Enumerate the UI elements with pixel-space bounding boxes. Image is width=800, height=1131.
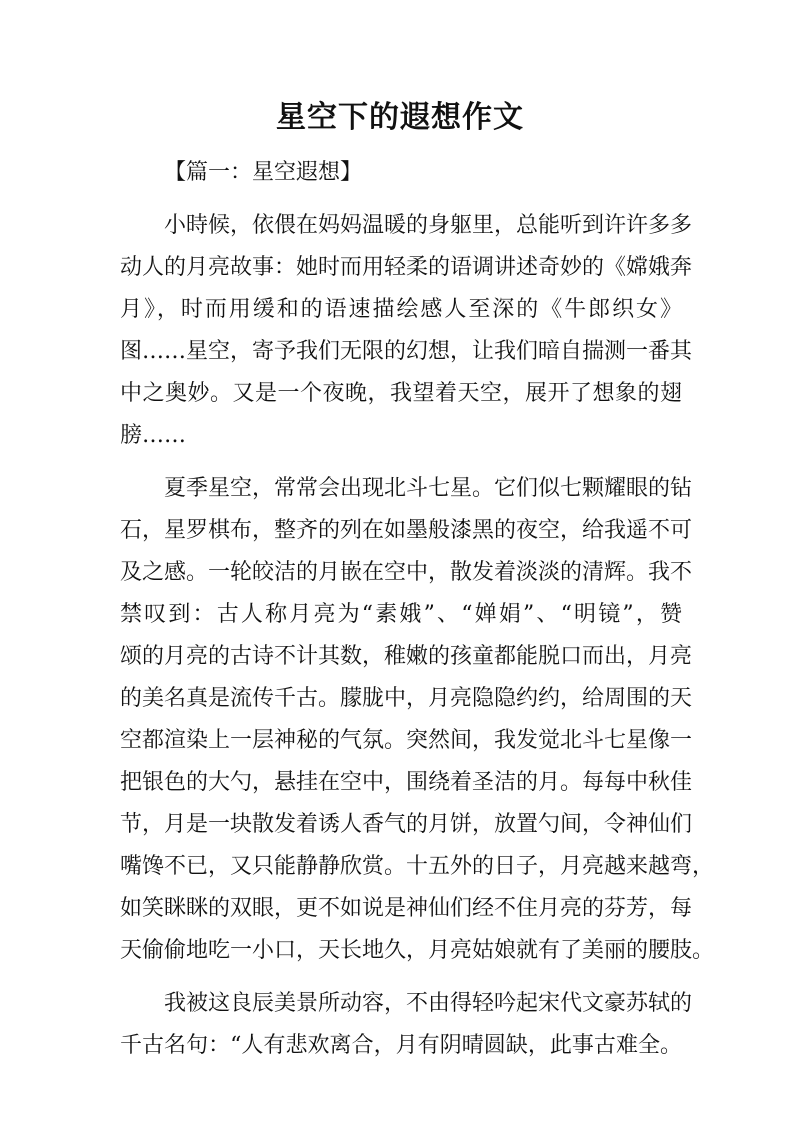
paragraph-3 <box>120 983 693 1067</box>
text-line: 的美名真是流传千古。朦胧中，月亮隐隐约约，给周围的天 <box>120 686 693 711</box>
section-heading: 【篇一：星空遐想】 <box>164 160 363 185</box>
text-line: 我被这良辰美景所动容，不由得轻吟起宋代文豪苏轼的 <box>164 991 693 1016</box>
text-line: 禁叹到：古人称月亮为“素娥”、“婵娟”、“明镜”，赞 <box>120 602 682 627</box>
document-title: 星空下的遐想作文 <box>276 100 524 135</box>
text-line: 嘴馋不已，又只能静静欣赏。十五外的日子，月亮越来越弯， <box>120 854 715 879</box>
text-line: 石，星罗棋布，整齐的列在如墨般漆黑的夜空，给我遥不可 <box>120 518 693 543</box>
text-line: 千古名句：“人有悲欢离合，月有阴晴圆缺，此事古难全。 <box>120 1033 682 1058</box>
text-line: 中之奥妙。又是一个夜晚，我望着天空，展开了想象的翅 <box>120 381 682 406</box>
text-line: 天偷偷地吃一小口，天长地久，月亮姑娘就有了美丽的腰肢。 <box>120 938 715 963</box>
text-line: 颂的月亮的古诗不计其数，稚嫩的孩童都能脱口而出，月亮 <box>120 644 693 669</box>
text-line: 图……星空，寄予我们无限的幻想，让我们暗自揣测一番其 <box>120 339 693 364</box>
text-line: 空都渲染上一层神秘的气氛。突然间，我发觉北斗七星像一 <box>120 728 693 753</box>
text-line: 节，月是一块散发着诱人香气的月饼，放置勺间，令神仙们 <box>120 812 693 837</box>
text-line: 把银色的大勺，悬挂在空中，围绕着圣洁的月。每每中秋佳 <box>120 770 693 795</box>
text-line: 月》，时而用缓和的语速描绘感人至深的《牛郎织女》 <box>120 297 682 322</box>
text-line: 小時候，依偎在妈妈温暖的身躯里，总能听到许许多多 <box>164 213 693 238</box>
text-line: 及之感。一轮皎洁的月嵌在空中，散发着淡淡的清辉。我不 <box>120 560 693 585</box>
paragraph-1 <box>120 205 693 457</box>
text-line: 动人的月亮故事：她时而用轻柔的语调讲述奇妙的《嫦娥奔 <box>120 255 693 280</box>
paragraph-2 <box>120 468 715 972</box>
text-line: 膀…… <box>120 423 187 448</box>
text-line: 夏季星空，常常会出现北斗七星。它们似七颗耀眼的钻 <box>164 476 693 501</box>
text-line: 如笑眯眯的双眼，更不如说是神仙们经不住月亮的芬芳，每 <box>120 896 693 921</box>
document-body <box>120 152 715 1067</box>
